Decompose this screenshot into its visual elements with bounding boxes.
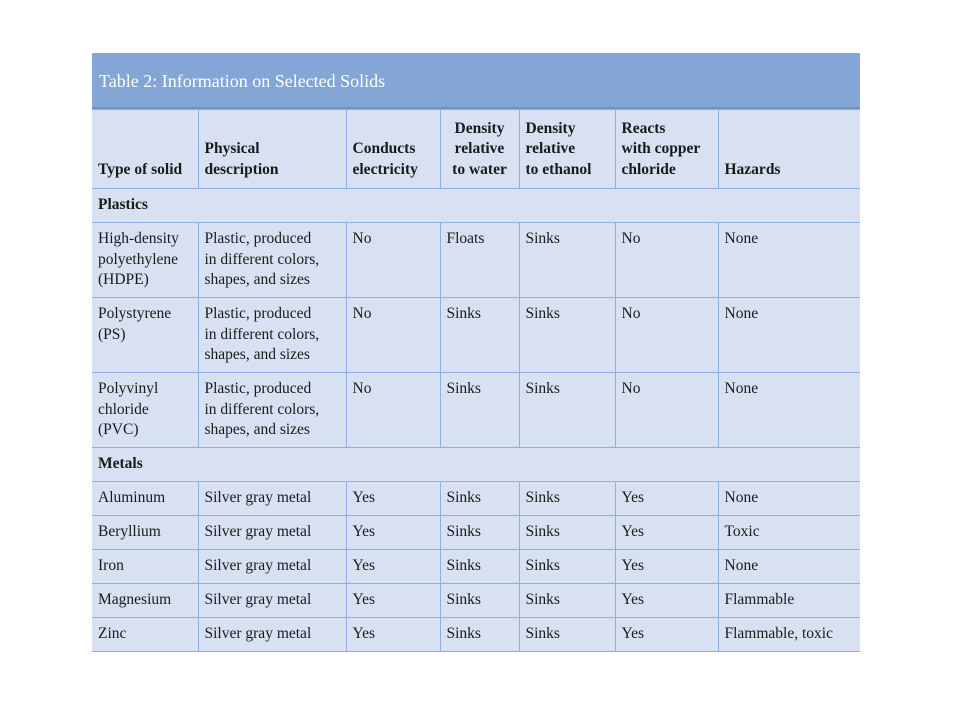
cell-density-ethanol: Sinks [519, 373, 615, 448]
header-type-of-solid: Type of solid [92, 110, 198, 189]
cell-type-of-solid: Magnesium [92, 584, 198, 618]
cell-density-ethanol: Sinks [519, 516, 615, 550]
table-row [92, 618, 860, 652]
header-physical-description: Physical description [198, 110, 346, 189]
cell-density-ethanol: Sinks [519, 550, 615, 584]
cell-density-ethanol: Sinks [519, 482, 615, 516]
cell-physical-description: Plastic, produced in different colors, shapes, and sizes [198, 223, 346, 298]
section-label: Metals [92, 448, 860, 482]
table-title: Table 2: Information on Selected Solids [92, 53, 860, 109]
table-row [92, 482, 860, 516]
cell-conducts-electricity: No [346, 223, 440, 298]
section-row [92, 189, 860, 223]
cell-type-of-solid: Polystyrene (PS) [92, 298, 198, 373]
cell-density-water: Floats [440, 223, 519, 298]
cell-conducts-electricity: Yes [346, 550, 440, 584]
cell-hazards: None [718, 373, 860, 448]
table-row [92, 223, 860, 298]
cell-physical-description: Silver gray metal [198, 584, 346, 618]
cell-type-of-solid: Zinc [92, 618, 198, 652]
cell-type-of-solid: Iron [92, 550, 198, 584]
table-row [92, 550, 860, 584]
header-hazards: Hazards [718, 110, 860, 189]
cell-hazards: None [718, 482, 860, 516]
cell-conducts-electricity: No [346, 373, 440, 448]
cell-reacts-copper-chloride: No [615, 373, 718, 448]
header-conducts-electricity: Conducts electricity [346, 110, 440, 189]
cell-density-water: Sinks [440, 482, 519, 516]
cell-density-ethanol: Sinks [519, 584, 615, 618]
cell-hazards: Toxic [718, 516, 860, 550]
cell-conducts-electricity: Yes [346, 516, 440, 550]
cell-physical-description: Plastic, produced in different colors, shapes, and sizes [198, 298, 346, 373]
table-header-row [92, 110, 860, 189]
cell-density-water: Sinks [440, 584, 519, 618]
cell-conducts-electricity: Yes [346, 618, 440, 652]
cell-type-of-solid: Polyvinyl chloride (PVC) [92, 373, 198, 448]
cell-density-water: Sinks [440, 373, 519, 448]
table-row [92, 516, 860, 550]
cell-conducts-electricity: No [346, 298, 440, 373]
cell-conducts-electricity: Yes [346, 584, 440, 618]
cell-density-water: Sinks [440, 618, 519, 652]
cell-physical-description: Silver gray metal [198, 516, 346, 550]
cell-reacts-copper-chloride: No [615, 223, 718, 298]
cell-physical-description: Silver gray metal [198, 618, 346, 652]
cell-density-water: Sinks [440, 516, 519, 550]
table-body [92, 189, 860, 652]
table-row [92, 373, 860, 448]
section-label: Plastics [92, 189, 860, 223]
cell-density-water: Sinks [440, 298, 519, 373]
table-row [92, 298, 860, 373]
cell-reacts-copper-chloride: Yes [615, 584, 718, 618]
cell-reacts-copper-chloride: Yes [615, 482, 718, 516]
solids-table [92, 109, 860, 652]
cell-hazards: Flammable [718, 584, 860, 618]
cell-reacts-copper-chloride: Yes [615, 550, 718, 584]
cell-reacts-copper-chloride: Yes [615, 618, 718, 652]
cell-reacts-copper-chloride: No [615, 298, 718, 373]
header-density-water: Density relative to water [440, 110, 519, 189]
solids-table-card [92, 53, 860, 652]
cell-type-of-solid: High-density polyethylene (HDPE) [92, 223, 198, 298]
cell-physical-description: Silver gray metal [198, 550, 346, 584]
header-density-ethanol: Density relative to ethanol [519, 110, 615, 189]
cell-reacts-copper-chloride: Yes [615, 516, 718, 550]
cell-type-of-solid: Aluminum [92, 482, 198, 516]
cell-density-ethanol: Sinks [519, 618, 615, 652]
section-row [92, 448, 860, 482]
table-row [92, 584, 860, 618]
cell-hazards: Flammable, toxic [718, 618, 860, 652]
cell-density-ethanol: Sinks [519, 223, 615, 298]
cell-physical-description: Silver gray metal [198, 482, 346, 516]
cell-hazards: None [718, 550, 860, 584]
cell-density-water: Sinks [440, 550, 519, 584]
cell-density-ethanol: Sinks [519, 298, 615, 373]
cell-hazards: None [718, 223, 860, 298]
cell-conducts-electricity: Yes [346, 482, 440, 516]
cell-hazards: None [718, 298, 860, 373]
header-reacts-copper-chloride: Reacts with copper chloride [615, 110, 718, 189]
cell-type-of-solid: Beryllium [92, 516, 198, 550]
cell-physical-description: Plastic, produced in different colors, shapes, and sizes [198, 373, 346, 448]
